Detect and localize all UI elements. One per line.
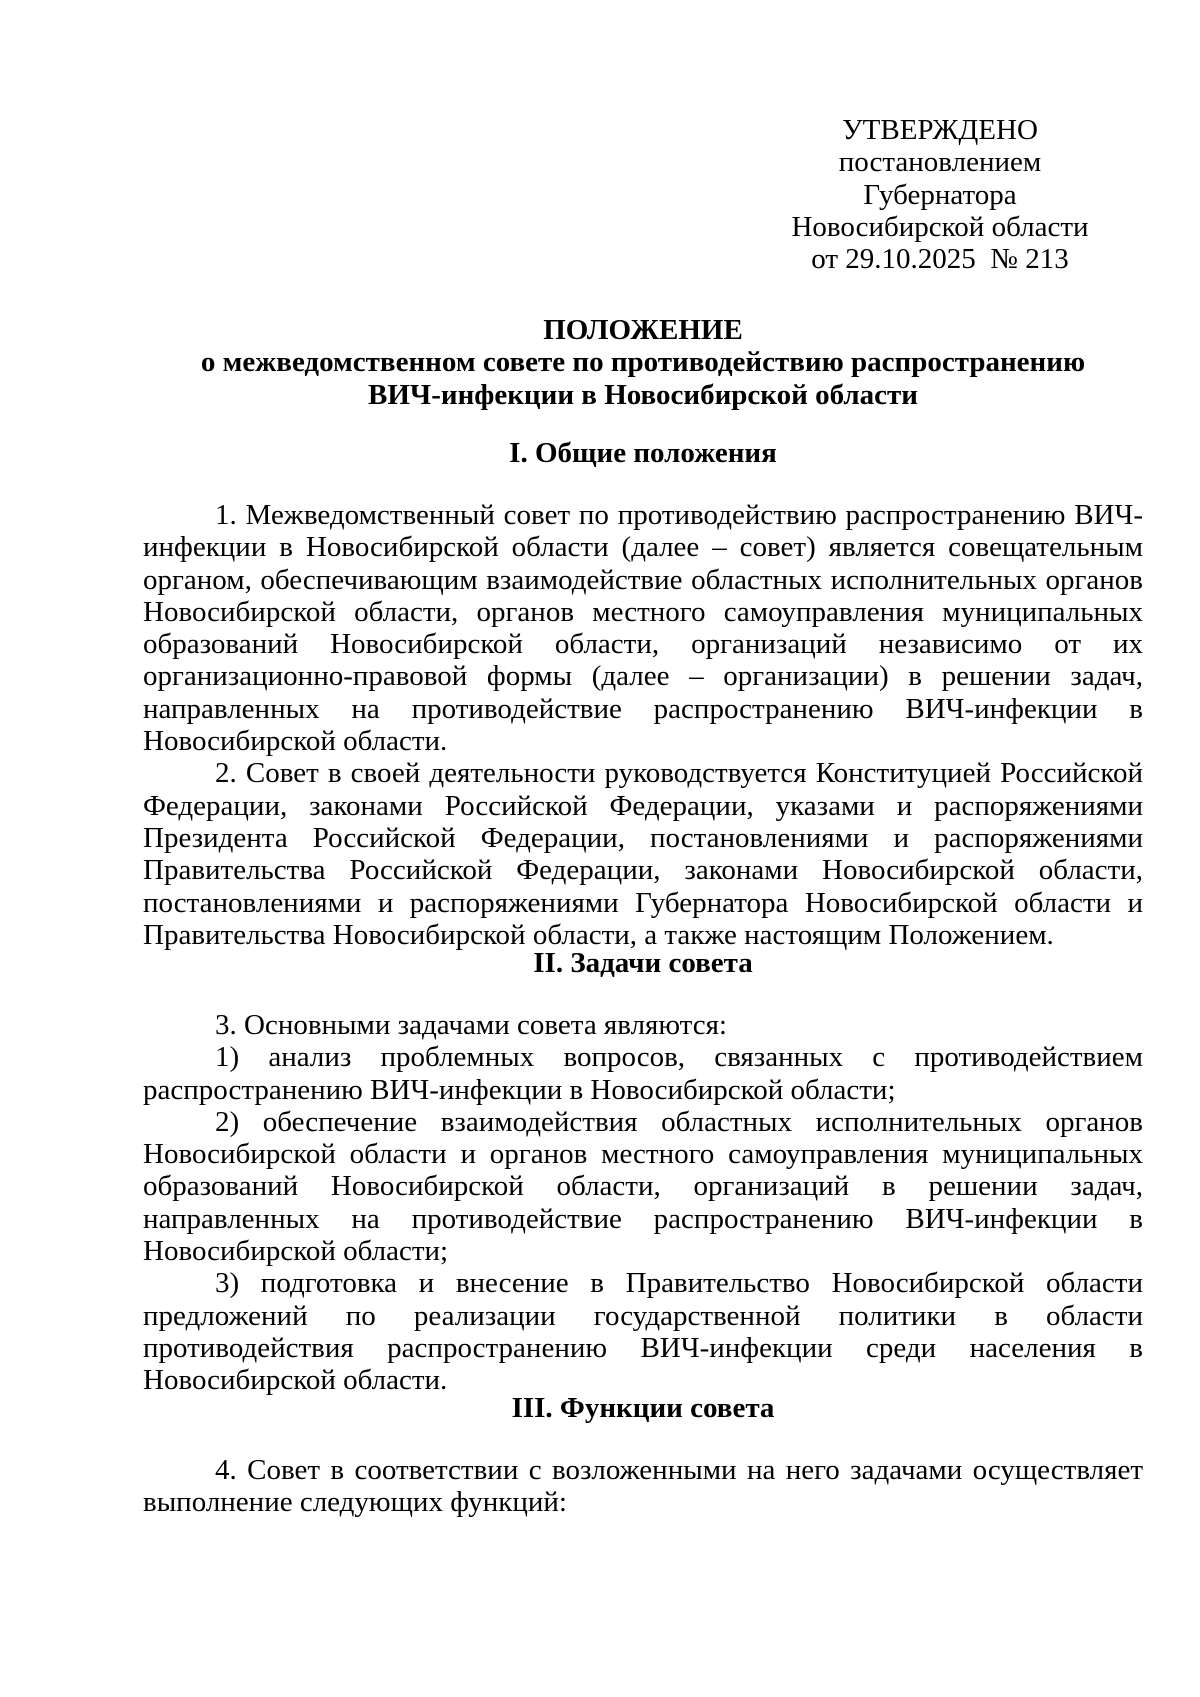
- approval-stamp: [760, 114, 1120, 275]
- section-heading-general: I. Общие положения: [509, 437, 777, 469]
- approval-line-resolution: постановлением Губернатора: [838, 146, 1042, 211]
- document-title-subtitle-2: ВИЧ-инфекции в Новосибирской области: [368, 378, 918, 411]
- task-item-3: 3) подготовка и внесение в Правительство Новосибирской области предложений по реализации государственной политики в области противодействия распространению ВИЧ-инфекции среди населения в Новосибирской области.: [143, 1267, 1143, 1397]
- approval-line-region: Новосибирской области: [791, 210, 1089, 243]
- approval-line-date-number: от 29.10.2025 № 213: [811, 243, 1069, 276]
- task-item-2: 2) обеспечение взаимодействия областных исполнительных органов Новосибирской области и органов местного самоуправления муниципальных образований Новосибирской области, организаций в решении задач, направленных на противодействие распространению ВИЧ-инфекции в Новосибирской области;: [143, 1105, 1143, 1268]
- approval-line-approved: УТВЕРЖДЕНО: [842, 114, 1038, 146]
- document-title: [143, 314, 1143, 411]
- paragraph-2: 2. Совет в своей деятельности руководствуется Конституцией Российской Федерации, законами Российской Федерации, указами и распоряжениями Президента Российской Федерации, постановлениями и распоряжениями Правительства Российской Федерации, законами Новосибирской области, постановлениями и распоряжениями Губернатора Новосибирской области и Правительства Новосибирской области, а также настоящим Положением.: [143, 757, 1143, 951]
- paragraph-4: 4. Совет в соответствии с возложенными на него задачами осуществляет выполнение следующих функций:: [143, 1454, 1143, 1519]
- section-body-functions: [143, 1454, 1143, 1519]
- paragraph-3: 3. Основными задачами совета являются:: [215, 1009, 727, 1041]
- section-heading-functions: III. Функции совета: [511, 1392, 775, 1424]
- task-item-1: 1) анализ проблемных вопросов, связанных с противодействием распространению ВИЧ-инфекции в Новосибирской области;: [143, 1041, 1143, 1106]
- section-body-general: [143, 499, 1143, 951]
- document-title-main: ПОЛОЖЕНИЕ: [543, 314, 743, 346]
- section-body-tasks: [143, 1009, 1143, 1397]
- paragraph-1: 1. Межведомственный совет по противодействию распространению ВИЧ-инфекции в Новосибирской области (далее – совет) является совещательным органом, обеспечивающим взаимодействие областных исполнительных органов Новосибирской области, органов местного самоуправления муниципальных образований Новосибирской области, организаций независимо от их организационно-правовой формы (далее – организации) в решении задач, направленных на противодействие распространению ВИЧ-инфекции в Новосибирской области.: [143, 499, 1143, 758]
- section-heading-tasks: II. Задачи совета: [533, 947, 753, 979]
- document-title-subtitle-1: о межведомственном совете по противодействию распространению: [200, 346, 1086, 379]
